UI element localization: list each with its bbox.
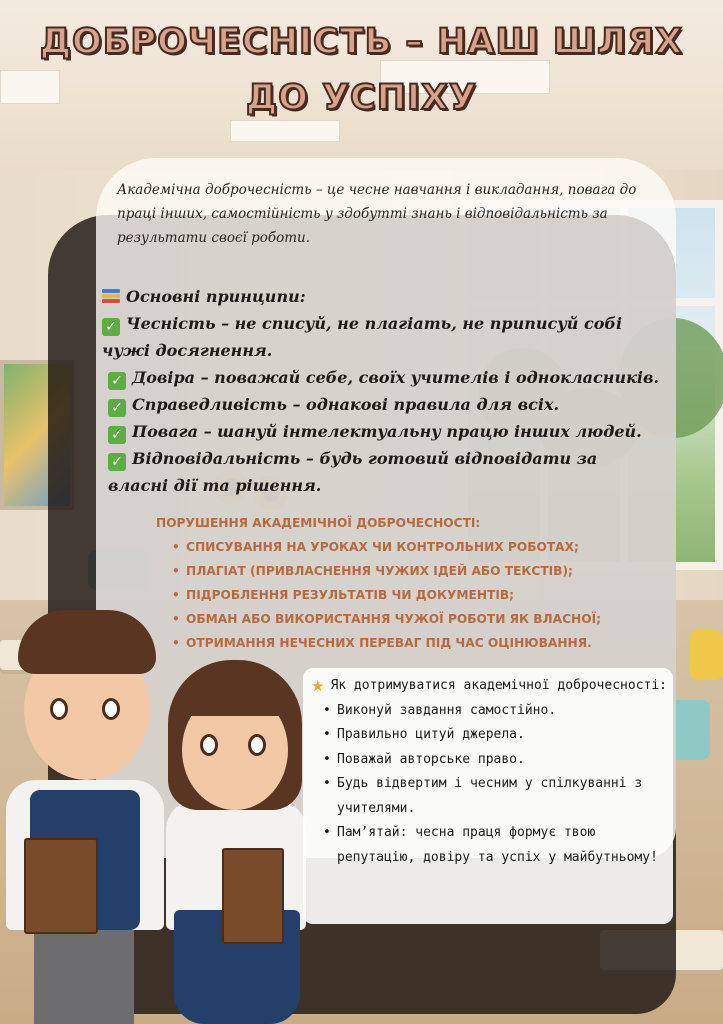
violations-section xyxy=(156,511,676,655)
check-mark-icon: ✓ xyxy=(108,426,126,444)
check-mark-icon: ✓ xyxy=(108,453,126,471)
compliance-item: • Будь відвертим і чесним у спілкуванні з учителями. xyxy=(323,772,667,821)
boy-illustration xyxy=(0,610,170,1024)
principle-item xyxy=(102,418,662,445)
compliance-item: • Виконуй завдання самостійно. xyxy=(323,699,667,724)
title-line-1: ДОБРОЧЕСНІСТЬ – НАШ ШЛЯХ xyxy=(39,22,684,62)
principle-text: Відповідальність – будь готовий відповідати за власні дії та рішення. xyxy=(108,449,598,495)
check-mark-icon: ✓ xyxy=(102,318,120,336)
book-icon xyxy=(222,848,284,944)
violation-item: • ПІДРОБЛЕННЯ РЕЗУЛЬТАТІВ ЧИ ДОКУМЕНТІВ; xyxy=(172,583,676,607)
book-icon xyxy=(24,838,98,934)
compliance-item: • Пам’ятай: чесна праця формує твою репутацію, довіру та успіх у майбутньому! xyxy=(323,821,667,870)
violations-heading: ПОРУШЕННЯ АКАДЕМІЧНОЇ ДОБРОЧЕСНОСТІ: xyxy=(156,516,481,530)
principles-heading xyxy=(102,283,662,310)
violation-item: • СПИСУВАННЯ НА УРОКАХ ЧИ КОНТРОЛЬНИХ РОБОТАХ; xyxy=(172,535,676,559)
principle-text: Чесність – не списуй, не плагіать, не приписуй собі чужі досягнення. xyxy=(102,314,623,360)
violation-item: • ОТРИМАННЯ НЕЧЕСНИХ ПЕРЕВАГ ПІД ЧАС ОЦІНЮВАННЯ. xyxy=(172,631,676,655)
principle-item xyxy=(102,445,662,499)
compliance-item: • Поважай авторське право. xyxy=(323,748,667,773)
books-icon xyxy=(102,289,120,305)
violation-item: • ОБМАН АБО ВИКОРИСТАННЯ ЧУЖОЇ РОБОТИ ЯК ВЛАСНОЇ; xyxy=(172,607,676,631)
violation-item: • ПЛАГІАТ (ПРИВЛАСНЕННЯ ЧУЖИХ ІДЕЙ АБО ТЕКСТІВ); xyxy=(172,559,676,583)
compliance-heading-text: Як дотримуватися академічної доброчесності: xyxy=(330,678,667,693)
principle-item xyxy=(102,391,662,418)
intro-text: Академічна доброчесність – це чесне навчання і викладання, повага до праці інших, самостійність у здобутті знань і відповідальність за результати своєї роботи. xyxy=(117,182,637,246)
principles-heading-text: Основні принципи: xyxy=(126,287,306,306)
principles-section xyxy=(102,283,662,499)
compliance-list xyxy=(323,699,667,871)
principle-text: Справедливість – однакові правила для всіх. xyxy=(132,395,560,414)
violations-list xyxy=(172,535,676,655)
principle-item xyxy=(102,364,662,391)
principle-item xyxy=(102,310,662,364)
title-line-2: ДО УСПІХУ xyxy=(245,78,478,118)
page-title xyxy=(0,14,723,126)
compliance-box xyxy=(303,668,673,924)
compliance-item: • Правильно цитуй джерела. xyxy=(323,723,667,748)
check-mark-icon: ✓ xyxy=(108,372,126,390)
chair xyxy=(690,630,723,680)
principle-text: Довіра – поважай себе, своїх учителів і однокласників. xyxy=(132,368,660,387)
principle-text: Повага – шануй інтелектуальну працю інших людей. xyxy=(132,422,642,441)
check-mark-icon: ✓ xyxy=(108,399,126,417)
compliance-heading xyxy=(311,674,667,699)
star-icon: ★ xyxy=(311,677,325,695)
girl-illustration xyxy=(160,650,310,1024)
